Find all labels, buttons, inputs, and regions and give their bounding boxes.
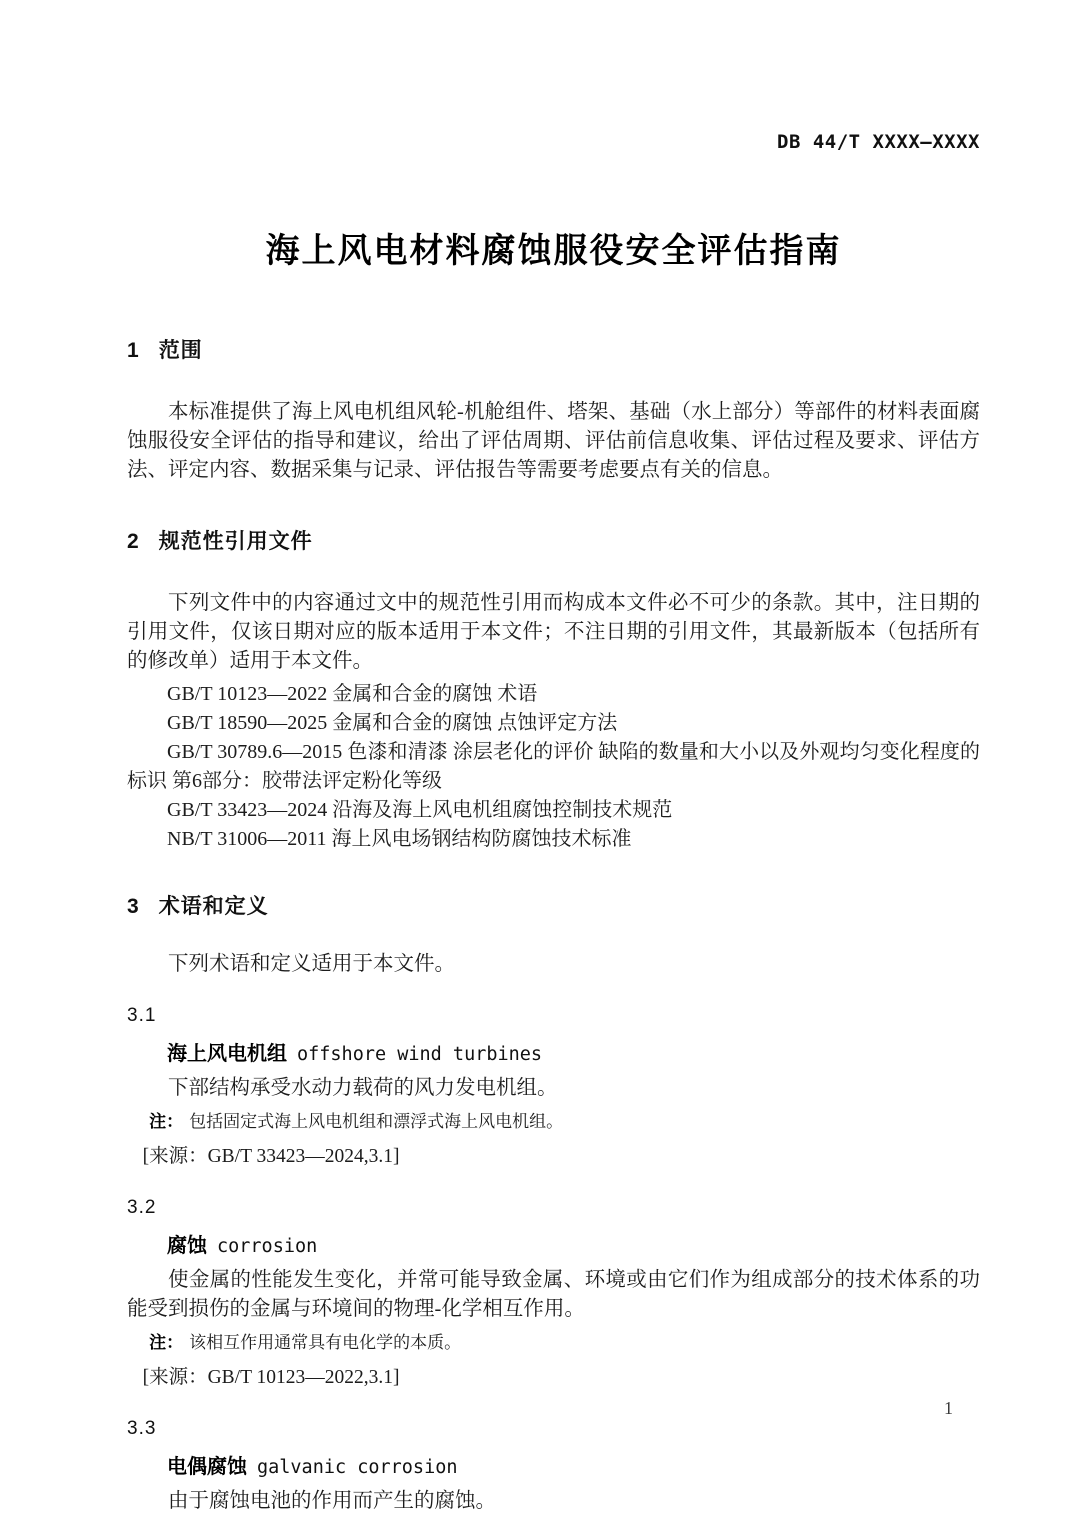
term-note	[127, 1110, 980, 1134]
section-heading-scope	[127, 334, 980, 364]
term-block-offshore-wind-turbines	[127, 1005, 980, 1171]
section-heading-label: 规范性引用文件	[158, 530, 313, 553]
term-source: [来源：GB/T 10123—2022,3.1]	[142, 1367, 400, 1388]
term-definition: 由于腐蚀电池的作用而产生的腐蚀。	[168, 1490, 496, 1512]
terms-intro-paragraph: 下列术语和定义适用于本文件。	[168, 953, 455, 975]
reference-item: GB/T 30789.6—2015 色漆和清漆 涂层老化的评价 缺陷的数量和大小以及外观均匀变化程度的标识 第6部分：胶带法评定粉化等级	[127, 741, 980, 792]
reference-item: NB/T 31006—2011 海上风电场钢结构防腐蚀技术标准	[167, 828, 632, 850]
term-number: 3.1	[127, 1005, 157, 1026]
term-block-galvanic-corrosion	[127, 1418, 980, 1516]
section-number: 3	[127, 895, 139, 918]
section-heading-label: 范围	[158, 339, 203, 362]
reference-item: GB/T 10123—2022 金属和合金的腐蚀 术语	[167, 683, 538, 705]
term-title	[127, 1453, 980, 1482]
term-block-corrosion	[127, 1197, 980, 1392]
term-number: 3.3	[127, 1418, 157, 1439]
term-name-en: offshore wind turbines	[297, 1044, 543, 1065]
normative-references-paragraph: 下列文件中的内容通过文中的规范性引用而构成本文件必不可少的条款。其中，注日期的引用文件，仅该日期对应的版本适用于本文件；不注日期的引用文件，其最新版本（包括所有的修改单）适用于本文件。	[127, 592, 980, 672]
note-text: 该相互作用通常具有电化学的本质。	[189, 1333, 462, 1352]
reference-item: GB/T 33423—2024 沿海及海上风电机组腐蚀控制技术规范	[167, 799, 673, 821]
note-label: 注：	[149, 1112, 184, 1131]
document-code: DB 44/T XXXX—XXXX	[777, 131, 980, 153]
note-label: 注：	[149, 1333, 184, 1352]
term-number: 3.2	[127, 1197, 157, 1218]
term-name-zh: 海上风电机组	[167, 1043, 287, 1065]
note-text: 包括固定式海上风电机组和漂浮式海上风电机组。	[189, 1112, 564, 1131]
section-heading-terms-definitions	[127, 890, 980, 920]
term-note	[127, 1331, 980, 1355]
term-source: [来源：GB/T 33423—2024,3.1]	[142, 1146, 400, 1167]
page-content	[127, 0, 980, 1516]
reference-item: GB/T 18590—2025 金属和合金的腐蚀 点蚀评定方法	[167, 712, 618, 734]
term-name-en: corrosion	[217, 1236, 318, 1257]
section-number: 1	[127, 339, 139, 362]
page-number: 1	[944, 1398, 953, 1418]
term-title	[127, 1040, 980, 1069]
term-name-zh: 电偶腐蚀	[167, 1456, 247, 1478]
section-heading-normative-references	[127, 525, 980, 555]
scope-paragraph: 本标准提供了海上风电机组风轮-机舱组件、塔架、基础（水上部分）等部件的材料表面腐蚀服役安全评估的指导和建议，给出了评估周期、评估前信息收集、评估过程及要求、评估方法、评定内容、数据采集与记录、评估报告等需要考虑要点有关的信息。	[127, 401, 980, 481]
term-name-zh: 腐蚀	[167, 1235, 207, 1257]
document-title: 海上风电材料腐蚀服役安全评估指南	[265, 232, 842, 270]
term-definition: 使金属的性能发生变化，并常可能导致金属、环境或由它们作为组成部分的技术体系的功能受到损伤的金属与环境间的物理-化学相互作用。	[127, 1269, 980, 1320]
section-number: 2	[127, 530, 139, 553]
term-definition: 下部结构承受水动力载荷的风力发电机组。	[168, 1077, 558, 1099]
reference-list	[127, 680, 980, 854]
term-name-en: galvanic corrosion	[257, 1457, 458, 1478]
section-heading-label: 术语和定义	[158, 895, 269, 918]
term-title	[127, 1232, 980, 1261]
